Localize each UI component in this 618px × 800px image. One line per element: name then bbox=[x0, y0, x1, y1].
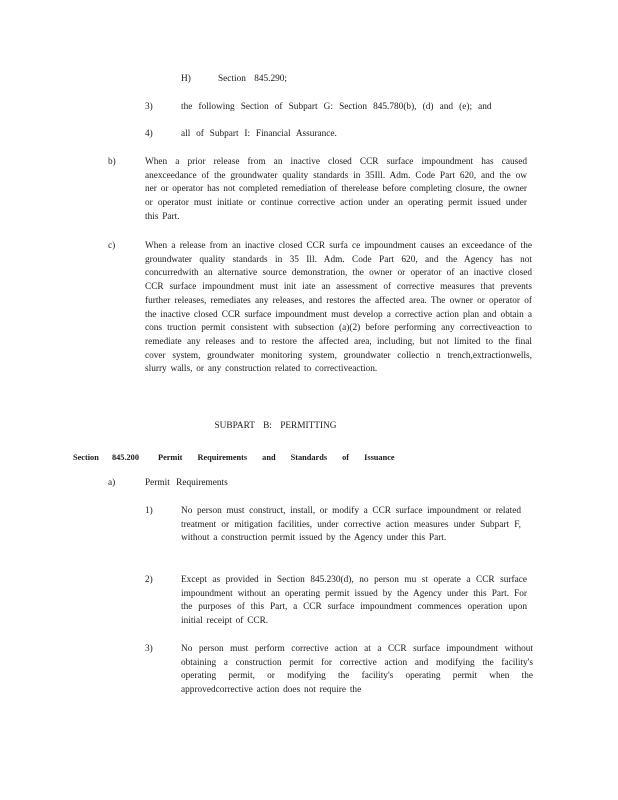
sub-item-3-text: No person must perform corrective action at a CCR surface impoundment without obtaining a construction permit for corrective action and modifying the facility's operating permit, or modifying the facility's operating permit when the approvedcorrective action does not require the bbox=[181, 644, 533, 696]
section-heading-number: 845.200 bbox=[112, 453, 139, 462]
section-heading-word: Section bbox=[73, 453, 99, 462]
sub-item-2-text: Except as provided in Section 845.230(d), no person mu st operate a CCR surface impoundment without an operating permit issued by the Agency under this Part. For the purposes of this Part, a CCR surface impoundment commences operation upon initial receipt of CCR. bbox=[181, 575, 527, 627]
section-heading-title: Permit Requirements and Standards of Issuance bbox=[158, 453, 395, 462]
sub-item-1-text: No person must construct, install, or modify a CCR surface impoundment or related treatment or mitigation facilities, under corrective action measures under Subpart F, without a construction permit issued by the Agency under this Part. bbox=[181, 506, 521, 544]
para-c-text: When a release from an inactive closed CCR surfa ce impoundment causes an exceedance of the groundwater quality standards in 35 Ill. Adm. Code Part 620, and the Agency has not concurredwith an alternative source demonstration, the owner or operator of an inactive closed CCR surface impoundment must init iate an assessment of corrective measures that prevents further releases, remediates any releases, and restores the affected area. The owner or operator of the inactive closed CCR surface impoundment must develop a corrective action plan and obtain a cons truction permit consistent with subsection (a)(2) before performing any correctiveaction to remediate any releases and to restore the affected area, including, but not limited to the final cover system, groundwater monitoring system, groundwater collectio n trench,extractionwells, slurry walls, or any construction related to correctiveaction. bbox=[145, 241, 532, 375]
para-a-text: Permit Requirements bbox=[145, 478, 228, 488]
para-a-label: a) bbox=[108, 478, 116, 488]
item-3-label: 3) bbox=[145, 102, 153, 112]
item-h-text: Section 845.290; bbox=[218, 74, 288, 84]
para-b-label: b) bbox=[108, 157, 116, 167]
item-4-text: all of Subpart I: Financial Assurance. bbox=[181, 129, 337, 139]
sub-item-3-label: 3) bbox=[145, 644, 153, 654]
item-3-text: the following Section of Subpart G: Section 845.780(b), (d) and (e); and bbox=[181, 102, 492, 112]
para-b-text: When a prior release from an inactive closed CCR surface impoundment has caused anexceedance of the groundwater quality standards in 35Ill. Adm. Code Part 620, and the ow ner or operator has not completed remediation of therelease before completing closure, the owner or operator must initiate or continue corrective action under an operating permit issued under this Part. bbox=[145, 157, 527, 222]
item-4-label: 4) bbox=[145, 129, 153, 139]
subpart-heading: SUBPART B: PERMITTING bbox=[214, 421, 337, 431]
para-c-label: c) bbox=[108, 241, 116, 251]
sub-item-2-label: 2) bbox=[145, 575, 153, 585]
item-h-label: H) bbox=[181, 74, 191, 84]
sub-item-1-label: 1) bbox=[145, 506, 153, 516]
